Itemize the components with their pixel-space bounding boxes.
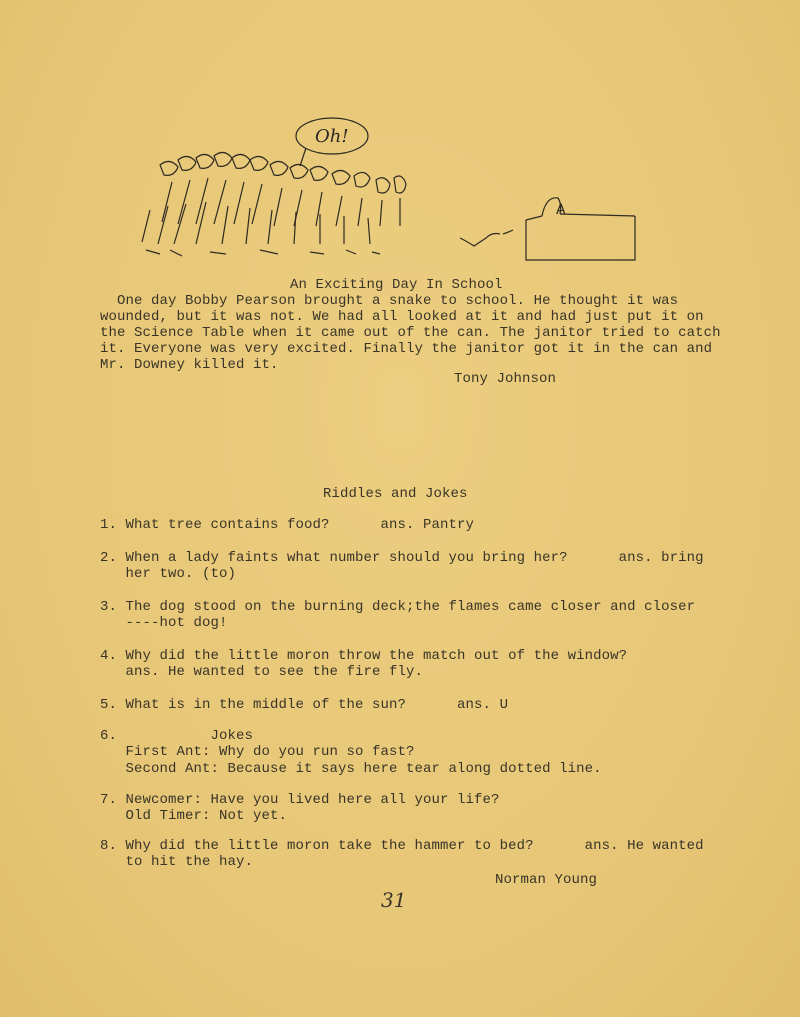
riddle-line: 4. Why did the little moron throw the match out of the window? — [100, 648, 628, 664]
riddle-line: 2. When a lady faints what number should you bring her? ans. bring — [100, 550, 704, 566]
riddle-line: her two. (to) — [100, 566, 237, 582]
sign-letter: A — [556, 202, 566, 218]
story-line: it. Everyone was very excited. Finally the janitor got it in the can and — [100, 341, 713, 357]
riddles-author: Norman Young — [495, 872, 598, 888]
snake-and-can — [460, 198, 635, 260]
crowd-of-people — [142, 152, 406, 256]
riddle-line: 6. Jokes — [100, 728, 254, 744]
speech-bubble — [296, 118, 368, 166]
story-line: wounded, but it was not. We had all looked at it and had just put it on — [100, 309, 704, 325]
page-number: 31 — [381, 888, 407, 912]
riddle-line: 5. What is in the middle of the sun? ans. U — [100, 697, 509, 713]
riddle-line: 1. What tree contains food? ans. Pantry — [100, 517, 475, 533]
story-title: An Exciting Day In School — [290, 277, 503, 293]
riddle-line: 7. Newcomer: Have you lived here all your life? — [100, 792, 500, 808]
riddles-title: Riddles and Jokes — [323, 486, 468, 502]
riddle-line: to hit the hay. — [100, 854, 254, 870]
story-author: Tony Johnson — [454, 371, 557, 387]
story-line: the Science Table when it came out of the can. The janitor tried to catch — [100, 325, 721, 341]
riddle-line: 3. The dog stood on the burning deck;the flames came closer and closer — [100, 599, 696, 615]
crowd-and-snake-drawing — [110, 110, 650, 270]
riddle-line: ----hot dog! — [100, 615, 228, 631]
riddle-line: First Ant: Why do you run so fast? — [100, 744, 415, 760]
riddle-line: ans. He wanted to see the fire fly. — [100, 664, 424, 680]
riddle-line: 8. Why did the little moron take the hammer to bed? ans. He wanted — [100, 838, 704, 854]
riddle-line: Second Ant: Because it says here tear along dotted line. — [100, 761, 602, 777]
story-line: One day Bobby Pearson brought a snake to school. He thought it was — [100, 293, 679, 309]
story-line: Mr. Downey killed it. — [100, 357, 279, 373]
speech-text: Oh! — [315, 126, 349, 147]
riddle-line: Old Timer: Not yet. — [100, 808, 288, 824]
